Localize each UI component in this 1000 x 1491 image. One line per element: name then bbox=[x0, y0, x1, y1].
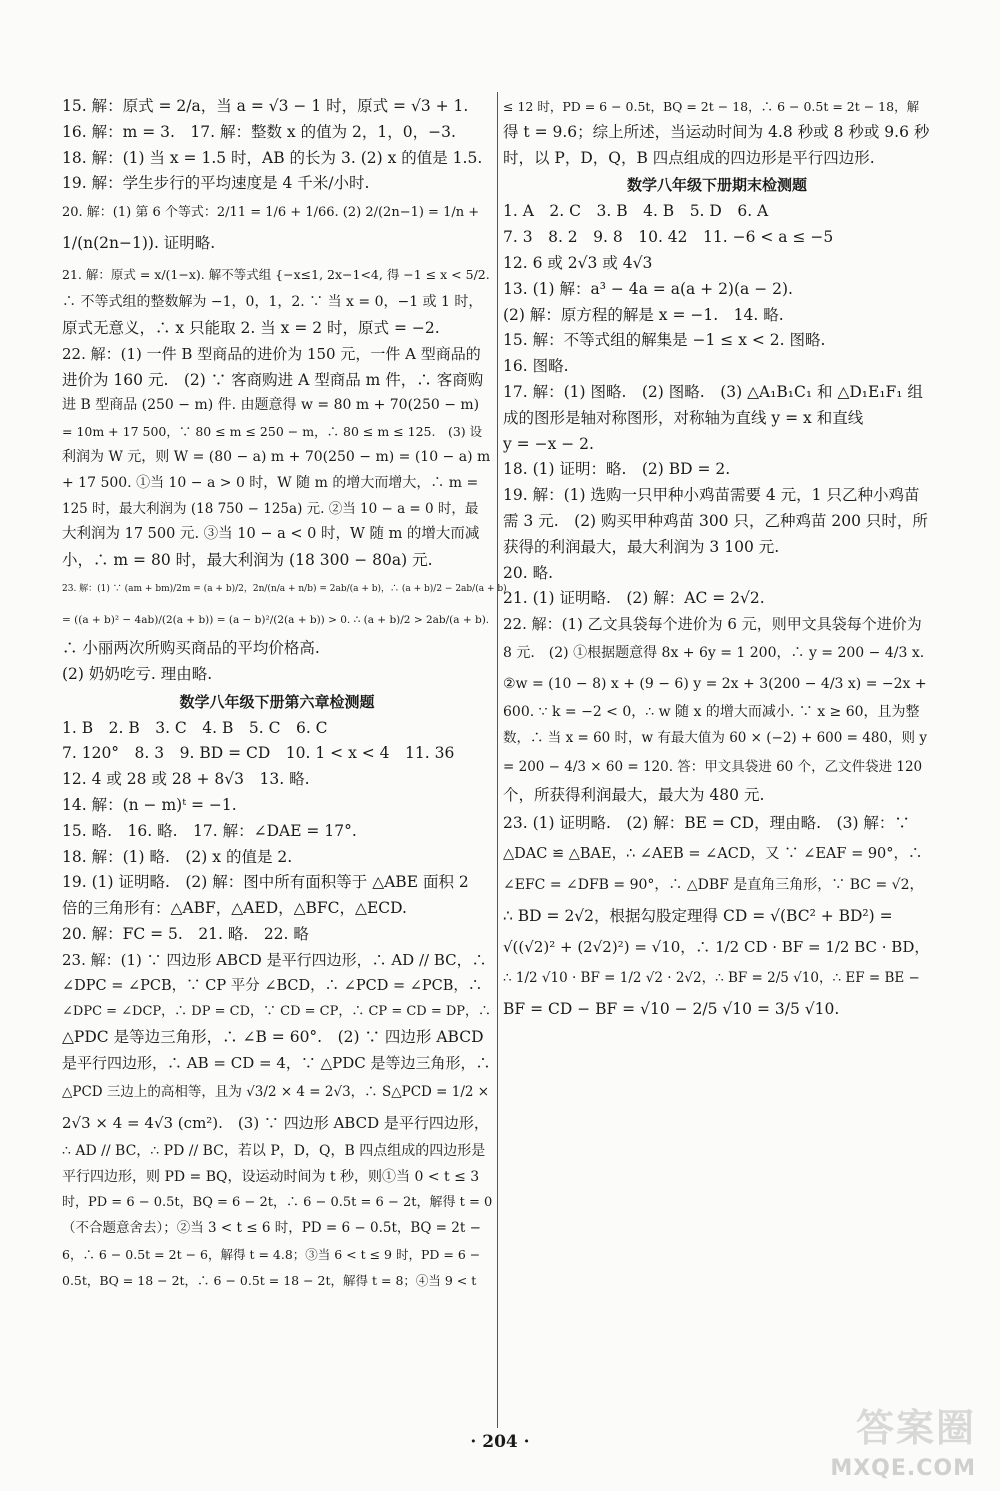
answer-line: 进 B 型商品 (250 − m) 件. 由题意得 w = 80 m + 70(250 − m) bbox=[62, 397, 480, 414]
answer-line: 0.5t，BQ = 18 − 2t，∴ 6 − 0.5t = 18 − 2t，解得 t = 8；④当 9 < t bbox=[62, 1272, 477, 1288]
answer-line: 19. 解：学生步行的平均速度是 4 千米/小时. bbox=[62, 174, 370, 193]
answer-line: 17. 解：(1) 图略. (2) 图略. (3) △A₁B₁C₁ 和 △D₁E₁F₁ 组 bbox=[503, 382, 923, 401]
answer-line: 小，∴ m = 80 时，最大利润为 (18 300 − 80a) 元. bbox=[62, 551, 433, 570]
answer-line: 14. 解：(n − m)ᵗ = −1. bbox=[62, 795, 237, 814]
section-title-chapter-6: 数学八年级下册第六章检测题 bbox=[179, 692, 375, 711]
answer-line: + 17 500. ①当 10 − a > 0 时，W 随 m 的增大而增大，∴ m = bbox=[62, 474, 479, 491]
answer-line: (2) 奶奶吃亏. 理由略. bbox=[62, 664, 213, 683]
watermark-logo bbox=[812, 1397, 982, 1483]
answer-line: 19. 解：(1) 选购一只甲种小鸡苗需要 4 元，1 只乙种小鸡苗 bbox=[503, 486, 920, 505]
answer-line: 15. 解：原式 = 2/a，当 a = √3 − 1 时，原式 = √3 + 1. bbox=[62, 97, 469, 115]
answer-line: 21. (1) 证明略. (2) 解：AC = 2√2. bbox=[503, 589, 765, 608]
answer-line: √((√2)² + (2√2)²) = √10，∴ 1/2 CD · BF = 1/2 BC · BD， bbox=[503, 938, 930, 957]
answer-line: 平行四边形，则 PD = BQ，设运动时间为 t 秒，则①当 0 < t ≤ 3 bbox=[62, 1168, 480, 1185]
answer-line: 15. 解：不等式组的解集是 −1 ≤ x < 2. 图略. bbox=[503, 331, 826, 350]
answer-line: (2) 解：原方程的解是 x = −1. 14. 略. bbox=[503, 305, 784, 324]
answer-line: 2√3 × 4 = 4√3 (cm²). (3) ∵ 四边形 ABCD 是平行四边形， bbox=[62, 1113, 489, 1132]
answer-line: 13. (1) 解：a³ − 4a = a(a + 2)(a − 2). bbox=[503, 279, 793, 298]
answer-line: BF = CD − BF = √10 − 2/5 √10 = 3/5 √10. bbox=[503, 1000, 840, 1019]
answer-line: ∠EFC = ∠DFB = 90°，∴ △DBF 是直角三角形，∵ BC = √2， bbox=[503, 877, 924, 894]
answer-line: 大利润为 17 500 元. ③当 10 − a < 0 时，W 随 m 的增大而减 bbox=[62, 526, 480, 543]
watermark-url: MXQE.COM bbox=[830, 1456, 976, 1481]
section-title-final-exam: 数学八年级下册期末检测题 bbox=[626, 176, 807, 195]
answer-line: 18. (1) 证明：略. (2) BD = 2. bbox=[503, 460, 731, 479]
answer-line: 20. 解：(1) 第 6 个等式：2/11 = 1/6 + 1/66. (2) 2/(2n−1) = 1/n + bbox=[62, 205, 480, 221]
column-divider bbox=[497, 92, 498, 1428]
answer-line: 19. (1) 证明略. (2) 解：图中所有面积等于 △ABE 面积 2 bbox=[62, 873, 469, 892]
answer-line: 6，∴ 6 − 0.5t = 2t − 6，解得 t = 4.8；③当 6 < t ≤ 9 时，PD = 6 − bbox=[62, 1246, 481, 1262]
answer-line: 23. 解：(1) ∵ 四边形 ABCD 是平行四边形，∴ AD // BC，∴ bbox=[62, 950, 487, 969]
answer-line: 18. 解：(1) 当 x = 1.5 时，AB 的长为 3. (2) x 的值是 1.5. bbox=[62, 148, 483, 167]
answer-line: 数，∴ 当 x = 60 时，w 有最大值为 60 × (−2) + 600 = 480，则 y bbox=[503, 729, 927, 746]
answer-line: 是平行四边形，∴ AB = CD = 4，∵ △PDC 是等边三角形，∴ bbox=[62, 1053, 491, 1072]
answer-line: 原式无意义，∴ x 只能取 2. 当 x = 2 时，原式 = −2. bbox=[62, 318, 440, 337]
answer-line: 需 3 元. (2) 购买甲种鸡苗 300 只，乙种鸡苗 200 只时，所 bbox=[503, 511, 928, 530]
answer-line: 1. B 2. B 3. C 4. B 5. C 6. C bbox=[62, 718, 328, 737]
right-column bbox=[503, 94, 931, 1025]
answer-line: ∴ 不等式组的整数解为 −1，0，1，2. ∵ 当 x = 0，−1 或 1 时， bbox=[62, 294, 483, 311]
answer-line: △DAC ≌ △BAE，∴ ∠AEB = ∠ACD，又 ∵ ∠EAF = 90°，∴ bbox=[503, 846, 923, 863]
answer-line: 22. 解：(1) 乙文具袋每个进价为 6 元，则甲文具袋每个进价为 bbox=[503, 615, 922, 634]
left-column bbox=[62, 94, 507, 1293]
answer-line: = ((a + b)² − 4ab)/(2(a + b)) = (a − b)²/(2(a + b)) > 0. ∴ (a + b)/2 > 2ab/(a + b). bbox=[62, 613, 490, 626]
answer-line: = 10m + 17 500，∵ 80 ≤ m ≤ 250 − m，∴ 80 ≤ m ≤ 125. (3) 设 bbox=[62, 424, 483, 440]
answer-line: = 200 − 4/3 × 60 = 120. 答：甲文具袋进 60 个，乙文件袋进 120 bbox=[503, 758, 923, 775]
answer-line: 600. ∵ k = −2 < 0，∴ w 随 x 的增大而减小. ∵ x ≥ 60，且为整 bbox=[503, 703, 920, 720]
answer-line: 1/(n(2n−1)). 证明略. bbox=[62, 234, 216, 253]
answer-line: 获得的利润最大，最大利润为 3 100 元. bbox=[503, 537, 780, 556]
answer-line: 时，以 P，D，Q，B 四点组成的四边形是平行四边形. bbox=[503, 148, 875, 167]
page-number: · 204 · bbox=[470, 1432, 530, 1452]
answer-line: 22. 解：(1) 一件 B 型商品的进价为 150 元，一件 A 型商品的 bbox=[62, 344, 481, 363]
watermark-text: 答案圈 bbox=[855, 1406, 976, 1450]
answer-line: 21. 解：原式 = x/(1−x). 解不等式组 {−x≤1, 2x−1<4, 得 −1 ≤ x < 5/2. bbox=[62, 267, 490, 283]
answer-line: ∴ AD // BC，∴ PD // BC，若以 P，D，Q，B 四点组成的四边形是 bbox=[62, 1142, 486, 1159]
answer-line: 得 t = 9.6；综上所述，当运动时间为 4.8 秒或 8 秒或 9.6 秒 bbox=[503, 122, 930, 141]
answer-line: y = −x − 2. bbox=[503, 434, 594, 453]
answer-line: ∠DPC = ∠PCB，∵ CP 平分 ∠BCD，∴ ∠PCD = ∠PCB，∴ bbox=[62, 977, 483, 994]
answer-line: 倍的三角形有：△ABF，△AED，△BFC，△ECD. bbox=[62, 899, 407, 918]
answer-line: （不合题意舍去）；②当 3 < t ≤ 6 时，PD = 6 − 0.5t，BQ = 2t − bbox=[62, 1220, 481, 1237]
answer-line: 125 时，最大利润为 (18 750 − 125a) 元. ②当 10 − a = 0 时，最 bbox=[62, 500, 479, 517]
answer-line: 20. 略. bbox=[503, 563, 554, 582]
answer-line: 个，所获得利润最大，最大为 480 元. bbox=[503, 785, 765, 804]
answer-line: △PDC 是等边三角形，∴ ∠B = 60°. (2) ∵ 四边形 ABCD bbox=[62, 1028, 484, 1047]
answer-line: ≤ 12 时，PD = 6 − 0.5t，BQ = 2t − 18，∴ 6 − 0.5t = 2t − 18，解 bbox=[503, 99, 920, 114]
answer-line: 16. 解：m = 3. 17. 解：整数 x 的值为 2，1，0，−3. bbox=[62, 122, 456, 141]
answer-line: 15. 略. 16. 略. 17. 解：∠DAE = 17°. bbox=[62, 821, 357, 840]
answer-line: 7. 120° 8. 3 9. BD = CD 10. 1 < x < 4 11. 36 bbox=[62, 744, 455, 763]
answer-line: 12. 4 或 28 或 28 + 8√3 13. 略. bbox=[62, 770, 310, 789]
answer-line: 时，PD = 6 − 0.5t，BQ = 6 − 2t，∴ 6 − 0.5t = 6 − 2t，解得 t = 0 bbox=[62, 1195, 493, 1211]
answer-line: ∴ 1/2 √10 · BF = 1/2 √2 · 2√2，∴ BF = 2/5 √10，∴ EF = BE − bbox=[503, 970, 920, 987]
answer-line: 20. 解：FC = 5. 21. 略. 22. 略 bbox=[62, 924, 309, 943]
answer-line: 23. 解：(1) ∵ (am + bm)/2m = (a + b)/2，2n/(n/a + n/b) = 2ab/(a + b)，∴ (a + b)/2 − 2ab/(a + b) bbox=[62, 583, 507, 594]
answer-line: ②w = (10 − 8) x + (9 − 6) y = 2x + 3(200 − 4/3 x) = −2x + bbox=[503, 675, 927, 692]
answer-line: 1. A 2. C 3. B 4. B 5. D 6. A bbox=[503, 202, 769, 221]
answer-line: 8 元. (2) ①根据题意得 8x + 6y = 1 200，∴ y = 200 − 4/3 x. bbox=[503, 644, 925, 661]
answer-line: ∴ 小丽两次所购买商品的平均价格高. bbox=[62, 638, 320, 657]
answer-line: 成的图形是轴对称图形，对称轴为直线 y = x 和直线 bbox=[503, 408, 864, 427]
answer-line: ∴ BD = 2√2，根据勾股定理得 CD = √(BC² + BD²) = bbox=[503, 907, 893, 926]
answer-line: 进价为 160 元. (2) ∵ 客商购进 A 型商品 m 件，∴ 客商购 bbox=[62, 370, 484, 389]
answer-line: 16. 图略. bbox=[503, 357, 569, 376]
answer-line: 12. 6 或 2√3 或 4√3 bbox=[503, 253, 653, 272]
answer-line: 7. 3 8. 2 9. 8 10. 42 11. −6 < a ≤ −5 bbox=[503, 228, 834, 247]
answer-line: ∠DPC = ∠DCP，∴ DP = CD，∵ CD = CP，∴ CP = CD = DP，∴ bbox=[62, 1004, 492, 1020]
answer-line: 18. 解：(1) 略. (2) x 的值是 2. bbox=[62, 847, 293, 866]
answer-line: 利润为 W 元，则 W = (80 − a) m + 70(250 − m) = (10 − a) m bbox=[62, 448, 491, 465]
answer-line: 23. (1) 证明略. (2) 解：BE = CD，理由略. (3) 解：∵ bbox=[503, 814, 910, 833]
answer-line: △PCD 三边上的高相等，且为 √3/2 × 4 = 2√3，∴ S△PCD = 1/2 × bbox=[62, 1083, 490, 1100]
